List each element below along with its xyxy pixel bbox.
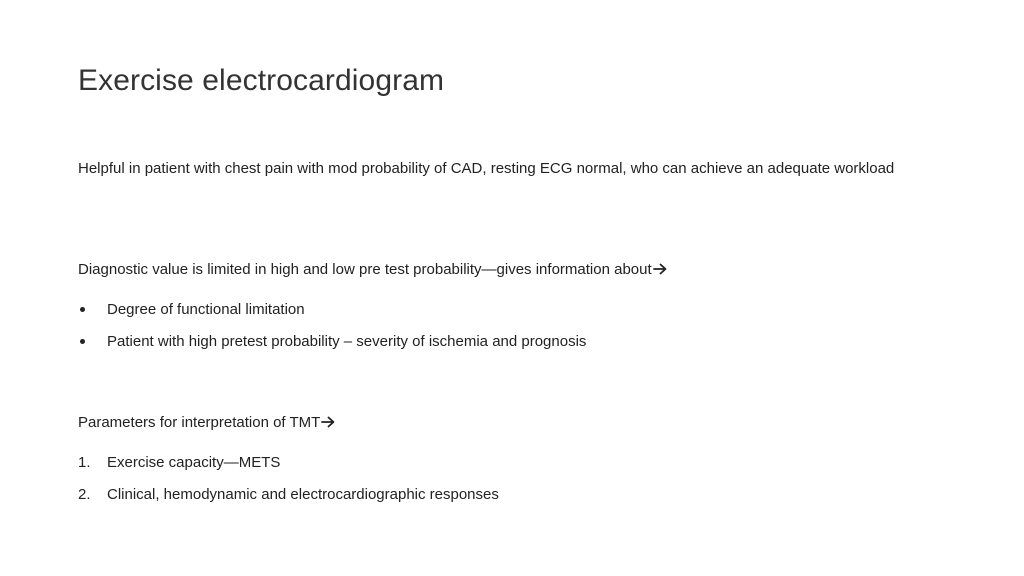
bullet-dot [80,339,85,344]
list-item [78,331,586,363]
list-item [78,452,499,484]
list-item [78,484,499,516]
list-item-text: Exercise capacity—METS [107,454,281,471]
numbered-list [78,452,499,516]
right-arrow-icon [653,263,667,275]
paragraph-diagnostic-value [78,259,938,280]
paragraph-diagnostic-value-text: Diagnostic value is limited in high and low pre test probability—gives information about [78,261,652,278]
paragraph-parameters [78,412,938,433]
list-number: 2. [78,486,91,503]
slide-title: Exercise electrocardiogram [78,64,445,97]
bullet-dot [80,307,85,312]
list-item-text: Degree of functional limitation [107,301,305,318]
list-number: 1. [78,454,91,471]
paragraph-parameters-text: Parameters for interpretation of TMT [78,414,321,431]
paragraph-indication: Helpful in patient with chest pain with mod probability of CAD, resting ECG normal, who can achieve an adequate workload [78,160,895,177]
list-item-text: Patient with high pretest probability – severity of ischemia and prognosis [107,333,587,350]
right-arrow-icon [321,416,335,428]
bullet-list [78,299,586,363]
list-item-text: Clinical, hemodynamic and electrocardiographic responses [107,486,499,503]
list-item [78,299,586,331]
